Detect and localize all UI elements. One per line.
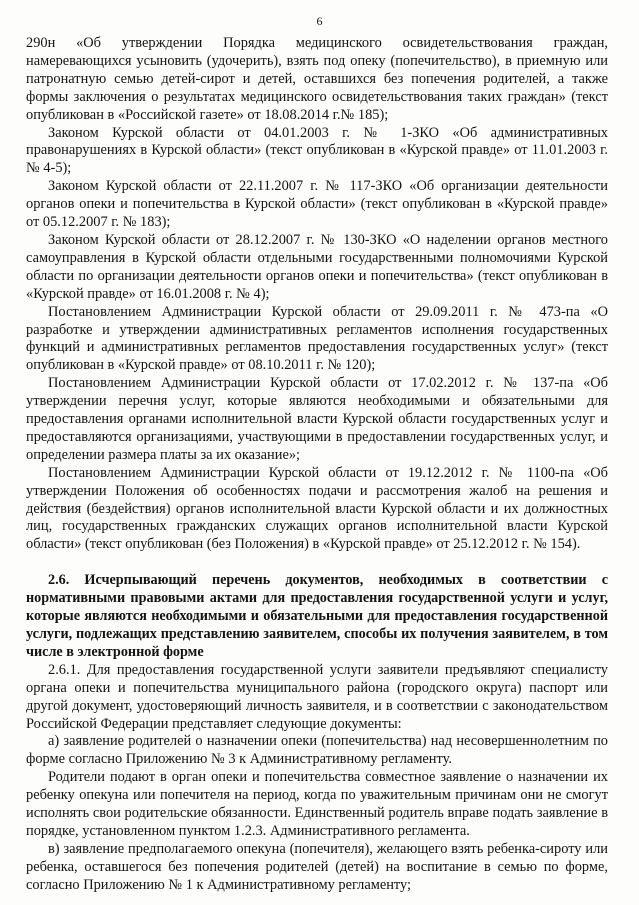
paragraph-law-130-zko: Законом Курской области от 28.12.2007 г. № 130-ЗКО «О наделении органов местного самоуправления в Курской области отдельными государственными полномочиями Курской области по организации деятельности органов опеки и попечительства» (текст опубликован в «Курской правде» от 16.01.2008 г. № 4); xyxy=(26,231,608,302)
paragraph-parents-application: Родители подают в орган опеки и попечительства совместное заявление о назначении их ребенку опекуна или попечителя на период, когда по уважительным причинам они не смогут исполнять свои родительские обязанности. Единственный родитель вправе подать заявление в порядке, установленном пунктом 1.2.3. Административного регламента. xyxy=(26,769,608,839)
paragraph-2-6-1: 2.6.1. Для предоставления государственной услуги заявители предъявляют специалисту органа опеки и попечительства муниципального района (городского округа) паспорт или другой документ, удостоверяющий личность заявителя, и в соответствии с законодательством Российской Федерации представляет следующие документы: xyxy=(26,661,608,732)
paragraph-item-a: а) заявление родителей о назначении опеки (попечительства) над несовершеннолетним по форме согласно Приложению № 3 к Административному регламенту. xyxy=(26,733,608,768)
section-heading-2-6: 2.6. Исчерпывающий перечень документов, необходимых в соответствии с нормативными правовыми актами для предоставления государственной услуги и услуг, которые являются необходимыми и обязательными для предоставления государственной услуги, подлежащих представлению заявителем, способы их получения заявителем, в том числе в электронной форме xyxy=(26,572,608,660)
paragraph-resolution-137: Постановлением Администрации Курской области от 17.02.2012 г. № 137-па «Об утверждении перечня услуг, которые являются необходимыми и обязательными для предоставления органами исполнительной власти Курской области государственных услуг и предоставляются организациями, участвующими в предоставлении государственных услуг, и определении размера платы за их оказание»; xyxy=(26,375,608,463)
paragraph-resolution-1100: Постановлением Администрации Курской области от 19.12.2012 г. № 1100-па «Об утверждении Положения об особенностях подачи и рассмотрения жалоб на решения и действия (бездействия) органов исполнительной власти Курской области и их должностных лиц, государственных гражданских служащих органов исполнительной власти Курской области» (текст опубликован (без Положения) в «Курской правде» от 25.12.2012 г. № 154). xyxy=(26,464,608,553)
paragraph-order-290n: 290н «Об утверждении Порядка медицинского освидетельствования граждан, намеревающихся усыновить (удочерить), взять под опеку (попечительство), в приемную или патронатную семью детей-сирот и детей, оставшихся без попечения родителей, а также формы заключения о результатах медицинского освидетельствования таких граждан» (текст опубликован в «Российской газете» от 18.08.2014 г.№ 185); xyxy=(26,35,608,123)
paragraph-law-1-zko: Законом Курской области от 04.01.2003 г. № 1-ЗКО «Об административных правонарушениях в Курской области» (текст опубликован в «Курской правде» от 11.01.2003 г. № 4-5); xyxy=(26,124,608,177)
paragraph-law-117-zko: Законом Курской области от 22.11.2007 г. № 117-ЗКО «Об организации деятельности органов опеки и попечительства в Курской области» (текст опубликован в «Курской правде» от 05.12.2007 г. № 183); xyxy=(26,178,608,231)
paragraph-resolution-473: Постановлением Администрации Курской области от 29.09.2011 г. № 473-па «О разработке и утверждении административных регламентов исполнения государственных функций и административных регламентов предоставления государственных услуг» (текст опубликован в «Курской правде» от 08.10.2011 г. № 120); xyxy=(26,303,608,374)
paragraph-item-v: в) заявление предполагаемого опекуна (попечителя), желающего взять ребенка-сироту или ребенка, оставшегося без попечения родителей (детей) на воспитание в семью по форме, согласно Приложению № 1 к Административному регламенту; xyxy=(26,840,608,893)
document-body xyxy=(26,35,608,895)
page-number: 6 xyxy=(316,14,323,28)
